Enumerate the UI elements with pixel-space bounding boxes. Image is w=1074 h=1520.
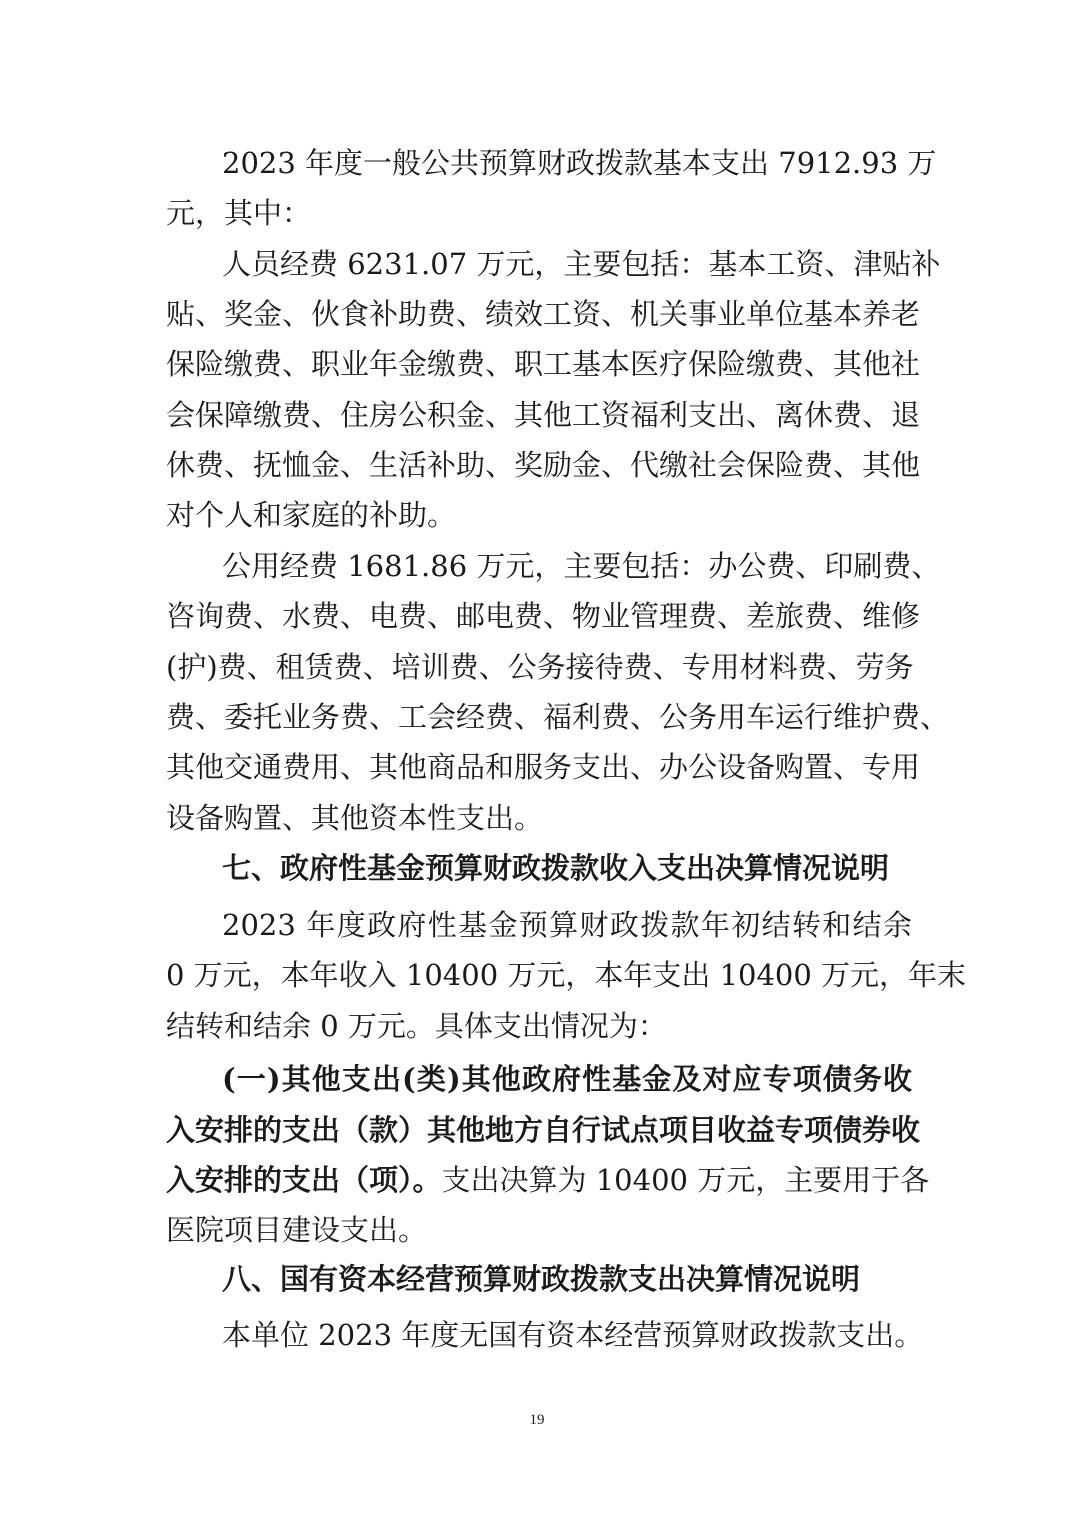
paragraph-line: 会保障缴费、住房公积金、其他工资福利支出、离休费、退 bbox=[166, 398, 921, 432]
subsection-title-tail: 入安排的支出（项）。 bbox=[166, 1163, 442, 1197]
paragraph-line: 设备购置、其他资本性支出。 bbox=[166, 801, 544, 835]
page-number: 19 bbox=[529, 1412, 545, 1428]
paragraph-line: 元，其中： bbox=[166, 196, 312, 230]
paragraph-line: 0 万元，本年收入 10400 万元，本年支出 10400 万元，年末 bbox=[166, 958, 967, 992]
paragraph-line: (护)费、租赁费、培训费、公务接待费、专用材料费、劳务 bbox=[166, 650, 914, 684]
subsection-line: (一)其他支出(类)其他政府性基金及对应专项债务收 bbox=[222, 1062, 912, 1096]
paragraph-line: 保险缴费、职业年金缴费、职工基本医疗保险缴费、其他社 bbox=[166, 347, 921, 381]
subsection-body-text: 支出决算为 10400 万元，主要用于各 bbox=[441, 1163, 930, 1197]
subsection-line bbox=[166, 1155, 930, 1205]
paragraph-line: 人员经费 6231.07 万元，主要包括：基本工资、津贴补 bbox=[222, 247, 941, 281]
paragraph-line: 公用经费 1681.86 万元，主要包括：办公费、印刷费、 bbox=[222, 549, 941, 583]
paragraph-line: 其他交通费用、其他商品和服务支出、办公设备购置、专用 bbox=[166, 750, 921, 784]
paragraph-line: 咨询费、水费、电费、邮电费、物业管理费、差旅费、维修 bbox=[166, 599, 921, 633]
section-heading-7: 七、政府性基金预算财政拨款收入支出决算情况说明 bbox=[222, 851, 890, 885]
section-heading-8: 八、国有资本经营预算财政拨款支出决算情况说明 bbox=[222, 1262, 861, 1296]
paragraph-line: 休费、抚恤金、生活补助、奖励金、代缴社会保险费、其他 bbox=[166, 448, 921, 482]
subsection-line: 入安排的支出（款）其他地方自行试点项目收益专项债券收 bbox=[166, 1113, 921, 1147]
paragraph-line: 医院项目建设支出。 bbox=[166, 1213, 428, 1247]
paragraph-line: 本单位 2023 年度无国有资本经营预算财政拨款支出。 bbox=[222, 1318, 924, 1352]
paragraph-line: 贴、奖金、伙食补助费、绩效工资、机关事业单位基本养老 bbox=[166, 297, 921, 331]
paragraph-line: 2023 年度政府性基金预算财政拨款年初结转和结余 bbox=[222, 908, 912, 942]
paragraph-line: 对个人和家庭的补助。 bbox=[166, 498, 457, 532]
paragraph-line: 费、委托业务费、工会经费、福利费、公务用车运行维护费、 bbox=[166, 700, 950, 734]
paragraph-line: 2023 年度一般公共预算财政拨款基本支出 7912.93 万 bbox=[222, 146, 937, 180]
paragraph-line: 结转和结余 0 万元。具体支出情况为： bbox=[166, 1009, 667, 1043]
